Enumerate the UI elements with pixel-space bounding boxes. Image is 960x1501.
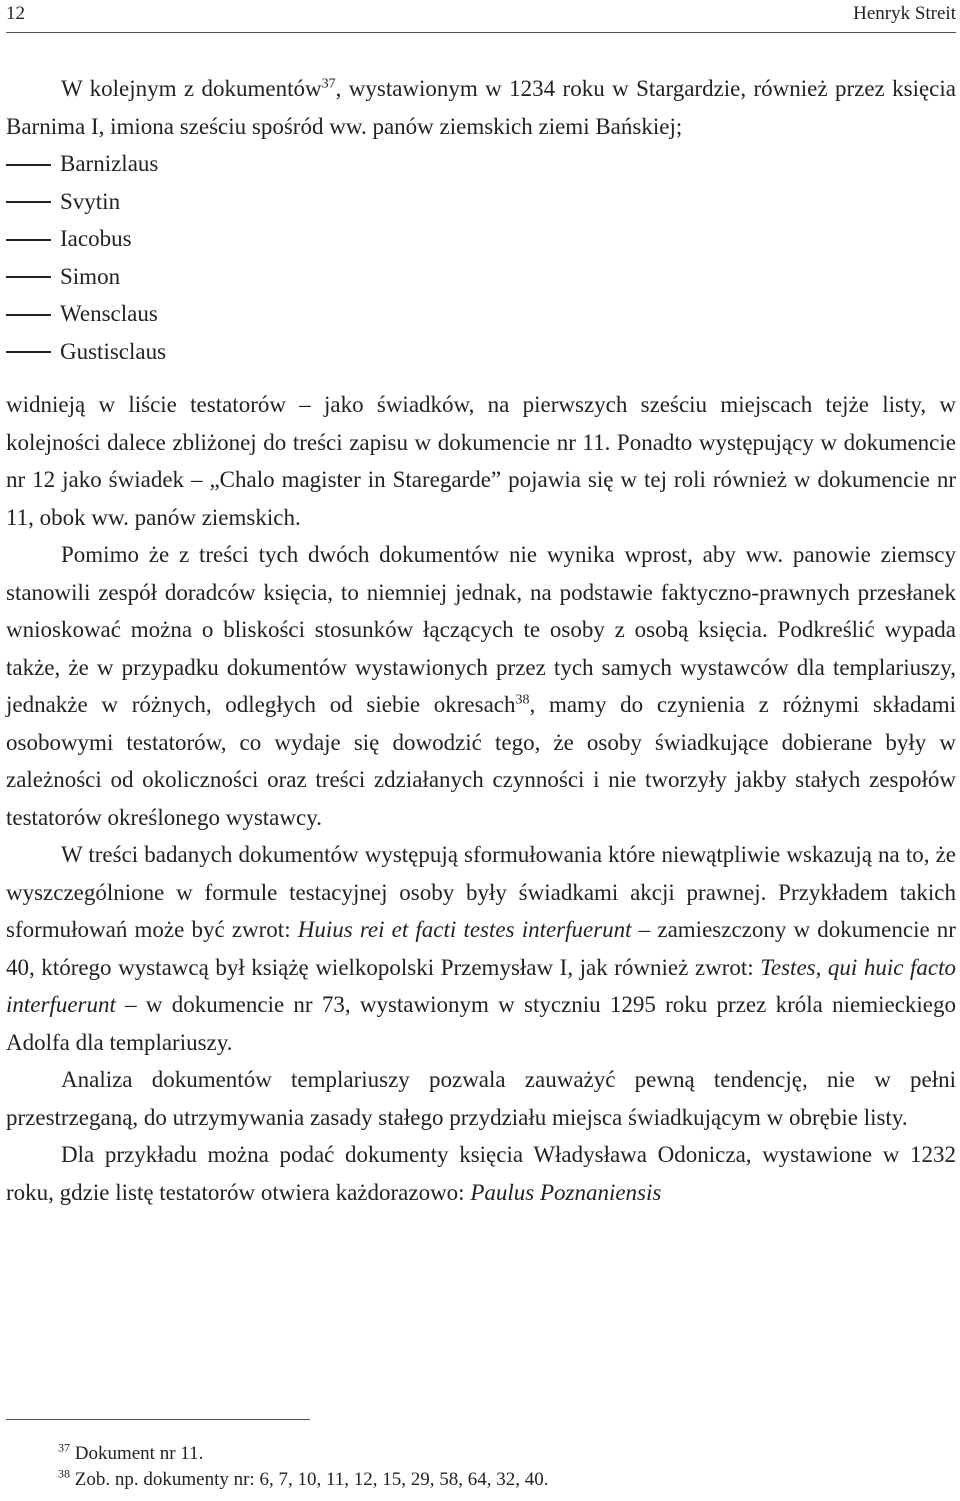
footnote-37: $^{37}$ Dokument nr 11. — [58, 1440, 204, 1464]
list-item: Barnizlaus — [6, 145, 956, 183]
names-list — [6, 145, 956, 370]
dash-bullet — [6, 314, 51, 316]
dash-bullet — [6, 239, 51, 241]
paragraph-5: Analiza dokumentów templariuszy pozwala zauważyć pewną tendencję, nie w pełni przestrzeganą, do utrzymywania zasady stałego przydziału miejsca świadkującym w obrębie listy. — [6, 1067, 956, 1130]
paragraph-3: Pomimo że z treści tych dwóch dokumentów nie wynika wprost, aby ww. panowie ziemscy stanowili zespół doradców księcia, to niemniej jednak, na podstawie faktyczno-prawnych przesłanek wnioskować można o bliskości stosunków łączących te osoby z osobą księcia. Podkreślić wypada także, że w przypadku dokumentów wystawionych przez tych samych wystawców dla templariuszy, jednakże w różnych, odległych od siebie okresach$^{38}$, mamy do czynienia z różnymi składami osobowymi testatorów, co wydaje się dowodzić tego, że osoby świadkujące dobierane były w zależności od okoliczności oraz treści zdziałanych czynności i nie tworzyły jakby stałych zespołów testatorów określonego wystawcy. — [6, 542, 956, 830]
dash-bullet — [6, 276, 51, 278]
list-item: Simon — [6, 258, 956, 296]
dash-bullet — [6, 351, 51, 353]
page-number: 12 — [6, 3, 25, 24]
list-item: Svytin — [6, 183, 956, 221]
list-item: Gustisclaus — [6, 333, 956, 371]
paragraph-1: W kolejnym z dokumentów$^{37}$, wystawionym w 1234 roku w Stargardzie, również przez księcia Barnima I, imiona sześciu spośród ww. panów ziemskich ziemi Bańskiej; — [6, 76, 956, 139]
dash-bullet — [6, 164, 51, 166]
paragraph-6: Dla przykładu można podać dokumenty księcia Władysława Odonicza, wystawione w 1232 roku, gdzie listę testatorów otwiera każdorazowo: Paulus Poznaniensis — [6, 1142, 956, 1205]
footnote-ref-38[interactable]: 38 — [515, 692, 530, 708]
footnote-ref-37[interactable]: 37 — [321, 76, 336, 92]
paragraph-4: W treści badanych dokumentów występują sformułowania które niewątpliwie wskazują na to, że wyszczególnione w formule testacyjnej osoby były świadkami akcji prawnej. Przykładem takich sformułowań może być zwrot: Huius rei et facti testes interfuerunt – zamieszczony w dokumencie nr 40, którego wystawcą był książę wielkopolski Przemysław I, jak również zwrot: Testes, qui huic facto interfuerunt – w dokumencie nr 73, wystawionym w styczniu 1295 roku przez króla niemieckiego Adolfa dla templariuszy. — [6, 842, 956, 1055]
dash-bullet — [6, 201, 51, 203]
footnote-38: $^{38}$ Zob. np. dokumenty nr: 6, 7, 10, 11, 12, 15, 29, 58, 64, 32, 40. — [58, 1466, 549, 1490]
list-item: Iacobus — [6, 220, 956, 258]
list-item: Wensclaus — [6, 295, 956, 333]
paragraph-2: widnieją w liście testatorów – jako świadków, na pierwszych sześciu miejscach tejże listy, w kolejności dalece zbliżonej do treści zapisu w dokumencie nr 11. Ponadto występujący w dokumencie nr 12 jako świadek – „Chalo magister in Staregarde” pojawia się w tej roli również w dokumencie nr 11, obok ww. panów ziemskich. — [6, 392, 956, 530]
body-text — [6, 70, 956, 1211]
footnote-separator — [6, 1419, 310, 1420]
running-header — [6, 0, 956, 33]
footnotes — [58, 1441, 549, 1493]
running-author: Henryk Streit — [853, 3, 956, 24]
